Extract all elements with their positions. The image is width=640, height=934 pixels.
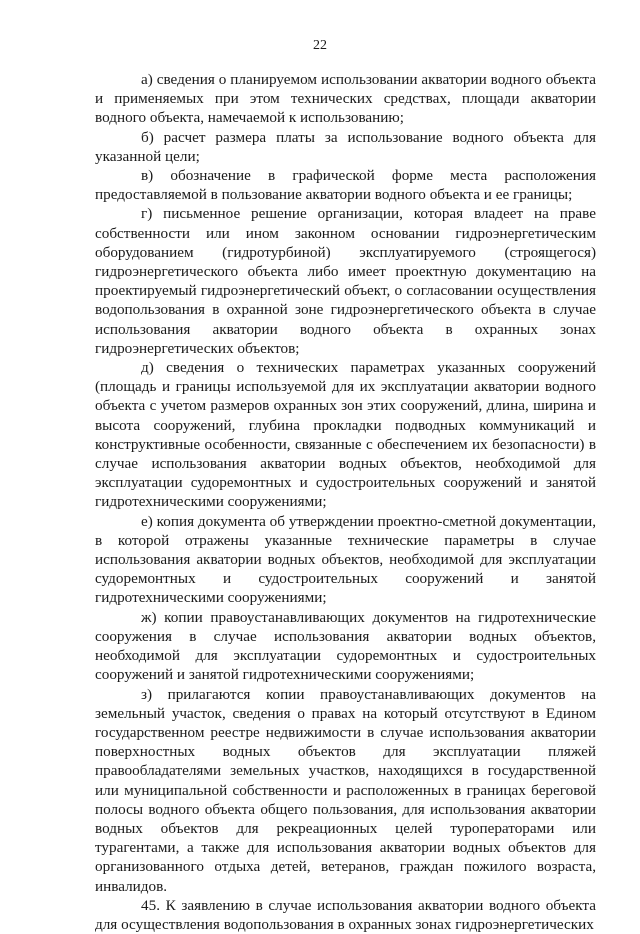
- paragraph-g: г) письменное решение организации, которая владеет на праве собственности или ином законном основании гидроэнергетическим оборудованием (гидротурбиной) эксплуатируемого (строящегося) гидроэнергетического объекта либо имеет проектную документацию на проектируемый гидроэнергетический объект, о согласовании осуществления водопользования в охранной зоне гидроэнергетического объекта в случае использования акватории водного объекта в охранных зонах гидроэнергетических объектов;: [95, 205, 596, 357]
- paragraph-d: д) сведения о технических параметрах указанных сооружений (площадь и границы используемой для их эксплуатации акватории водного объекта с учетом размеров охранных зон этих сооружений, длина, ширина и высота сооружений, глубина прокладки подводных коммуникаций и конструктивные особенности, связанные с обеспечением их безопасности) в случае использования акватории водных объектов, необходимой для эксплуатации судоремонтных и судостроительных сооружений и занятой гидротехническими сооружениями;: [95, 359, 596, 511]
- paragraph-v: в) обозначение в графической форме места расположения предоставляемой в пользование акватории водного объекта и ее границы;: [95, 167, 596, 204]
- paragraph-a: а) сведения о планируемом использовании акватории водного объекта и применяемых при этом технических средствах, площади акватории водного объекта, намечаемой к использованию;: [95, 71, 596, 127]
- document-body: [95, 70, 596, 934]
- paragraph-zh: ж) копии правоустанавливающих документов на гидротехнические сооружения в случае использования акватории водных объектов, необходимой для эксплуатации судоремонтных и судостроительных сооружений и занятой гидротехническими сооружениями;: [95, 608, 596, 684]
- paragraph-45: 45. К заявлению в случае использования акватории водного объекта для осуществления водопользования в охранных зонах гидроэнергетических: [95, 896, 596, 933]
- paragraph-z: з) прилагаются копии правоустанавливающих документов на земельный участок, сведения о правах на который отсутствуют в Едином государственном реестре недвижимости в случае использования акватории поверхностных водных объектов для эксплуатации пляжей правообладателями земельных участков, находящихся в государственной или муниципальной собственности и расположенных в границах береговой полосы водного объекта общего пользования, для использования акватории водных объектов для рекреационных целей туроператорами или турагентами, а также для использования акватории водных объектов для организованного отдыха детей, ветеранов, граждан пожилого возраста, инвалидов.: [95, 685, 596, 895]
- page-number: 22: [313, 38, 327, 53]
- paragraph-b: б) расчет размера платы за использование водного объекта для указанной цели;: [95, 128, 596, 165]
- paragraph-e: е) копия документа об утверждении проектно-сметной документации, в которой отражены указанные технические параметры в случае использования акватории водных объектов, необходимой для эксплуатации судоремонтных и судостроительных сооружений и занятой гидротехническими сооружениями;: [95, 512, 596, 607]
